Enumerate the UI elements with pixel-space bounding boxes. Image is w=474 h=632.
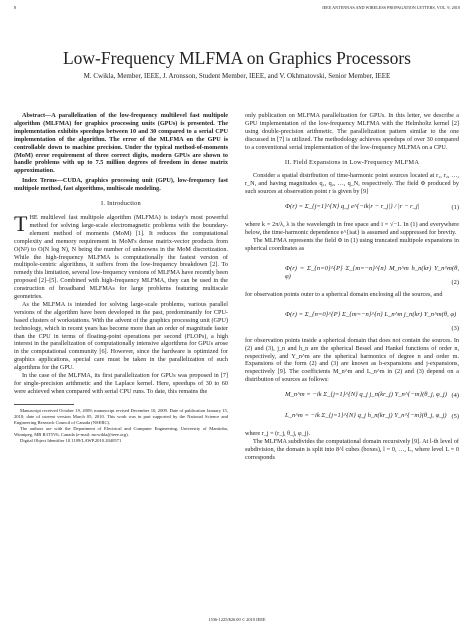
equation-1 bbox=[245, 200, 459, 217]
paragraph-outer: for observation points outer to a spherical domain enclosing all the sources, and bbox=[245, 290, 443, 298]
equation-2 bbox=[245, 257, 459, 287]
intro-paragraph-1-text: HE multilevel fast multipole algorithm (MLFMA) is today's most powerful method for solving large-scale electromagnetic problems with the boundary-element method of moments (MoM) [1]. It reduces the computational complexity and memory requirement in MoM's dense matrix-vector products from O(N²) to O(N log N), N being the number of unknowns in the MoM discretization. While the high-frequency MLFMA is computationally the fastest version of multipole-centric algorithms, it suffers from the low-frequency breakdown [2]. To remedy this limitation, several low-frequency versions of MLFMA have recently been proposed [2]–[5]. Combined with high-frequency MLFMA, they can be used in the construction of broadband MLFMAs for large problems featuring multiscale geometries. bbox=[14, 213, 228, 301]
section-heading-introduction: I. Introduction bbox=[101, 200, 141, 208]
paragraph-wavelength: where k = 2π/λ, λ is the wavelength in free space and i = √−1. In (1) and everywhere below, the time-harmonic dependence e^{iωt} is assumed and suppressed for brevity. bbox=[245, 221, 459, 237]
footnote-rule bbox=[14, 404, 74, 405]
paragraph-sources: Consider a spatial distribution of time-harmonic point sources located at r₁, r₂, …, r_N, and having magnitudes q₁, q₂, …, q_N, respectively. The field Φ produced by such sources at observation point r is given by [9] bbox=[245, 172, 459, 196]
equation-4-number: (4) bbox=[451, 392, 459, 400]
drop-cap: T bbox=[14, 210, 28, 236]
paragraph-where: where r_j = (r_j, θ_j, φ_j). bbox=[245, 430, 311, 438]
left-column bbox=[14, 112, 228, 444]
equation-2-number: (2) bbox=[451, 278, 459, 286]
page-number: 8 bbox=[14, 5, 17, 10]
equation-5 bbox=[245, 409, 459, 426]
equation-3-number: (3) bbox=[451, 324, 459, 332]
footnote-manuscript: Manuscript received October 19, 2009; manuscript revised December 10, 2009. Date of publication January 15, 2010; date of current version March 05, 2010. This work was in part supported by the National Science and Engineering Research Council of Canada (NSERC). bbox=[14, 407, 228, 425]
journal-name: IEEE ANTENNAS AND WIRELESS PROPAGATION LETTERS, VOL. 9, 2010 bbox=[322, 5, 460, 10]
equation-3-body: Φ(r) = Σ_{n=0}^{P} Σ_{m=−n}^{n} L_n^m j_n(kr) Y_n^m(θ, φ) bbox=[285, 310, 457, 318]
paragraph-continuation: only publication on MLFMA parallelization for GPUs. In this letter, we describe a GPU implementation of the low-frequency MLFMA with the Helmholtz kernel [2] using double-precision arithmetic. The parallelization pattern similar to the one discussed in [7] is utilized. The methodology achieves speedups of over 30 compared to a conventional serial implementation of the low-frequency MLFMA on a CPU. bbox=[245, 112, 459, 151]
footnote-affiliation: The authors are with the Department of Electrical and Computer Engineering, University of Manitoba, Winnipeg, MB R3T5V6, Canada (e-mail: mcwikla@ieee.org). bbox=[14, 425, 228, 437]
intro-paragraph-3: In the case of the MLFMA, its first parallelization for GPUs was proposed in [7] for single-precision arithmetic and the Laplace kernel. Here, speedups of 30 to 60 were achieved when compared with serial CPU runs. To date, this remains the bbox=[14, 372, 228, 395]
paragraph-multipole: The MLFMA represents the field Φ in (1) using truncated multipole expansions in spherical coordinates as bbox=[245, 236, 459, 252]
equation-2-body: Φ(r) = Σ_{n=0}^{P} Σ_{m=−n}^{n} M_n^m h_n(kr) Y_n^m(θ, φ) bbox=[285, 264, 459, 280]
equation-4-body: M_n^m = −ik Σ_{j=1}^{N} q_j j_n(kr_j) Y_n^{−m}(θ_j, φ_j) bbox=[285, 391, 447, 399]
index-terms: Index Terms—CUDA, graphics processing unit (GPU), low-frequency fast multipole method, fast algorithms, multiscale modeling. bbox=[14, 177, 228, 193]
paragraph-subdivision: The MLFMA subdivides the computational domain recursively [9]. At l-th level of subdivision, the domain is split into 8^l cubes (boxes), l = 0, …, L, where level L = 0 corresponds bbox=[245, 438, 459, 461]
right-column bbox=[245, 112, 459, 462]
equation-1-number: (1) bbox=[451, 204, 459, 212]
paper-title: Low-Frequency MLFMA on Graphics Processors bbox=[62, 48, 411, 68]
equation-5-body: L_n^m = −ik Σ_{j=1}^{N} q_j h_n(kr_j) Y_n^{−m}(θ_j, φ_j) bbox=[285, 412, 447, 420]
footnote-doi: Digital Object Identifier 10.1109/LAWP.2010.2040571 bbox=[20, 437, 122, 443]
copyright-footer: 1536-1225/$26.00 © 2010 IEEE bbox=[208, 617, 266, 622]
intro-paragraph-1 bbox=[14, 210, 228, 301]
abstract: Abstract—A parallelization of the low-frequency multilevel fast multipole algorithm (MLFMA) for graphics processing units (GPUs) is presented. The implementation exhibits speedups between 10 and 30 compared to a serial CPU implementation of the algorithm. The error of the MLFMA on the GPU is controllable down to machine precision. Under the typical method-of-moments (MoM) error requirement of three correct digits, modern GPUs are shown to handle problems with up to 7.5 million degrees of freedom in dense matrix approximation. bbox=[14, 112, 228, 175]
equation-1-body: Φ(r) = Σ_{j=1}^{N} q_j e^{−ik|r − r_j|} / |r − r_j| bbox=[285, 203, 420, 211]
equation-3 bbox=[245, 303, 459, 333]
section-heading-field-expansions: II. Field Expansions in Low-Frequency MLFMA bbox=[284, 158, 420, 166]
paragraph-inner: for observation points inside a spherical domain that does not contain the sources. In (2) and (3), j_n and h_n are the spherical Bessel and Hankel functions of order n, respectively, and Y_n^m are the spherical harmonics of degree n and order m. Expansions of the form (2) and (3) are known as h-expansions and j-expansions, respectively [9]. The coefficients M_n^m and L_n^m in (2) and (3) depend on a distribution of sources as follows: bbox=[245, 336, 459, 384]
author-list: M. Cwikla, Member, IEEE, J. Aronsson, Student Member, IEEE, and V. Okhmatovski, Senior Member, IEEE bbox=[83, 72, 391, 80]
equation-5-number: (5) bbox=[451, 413, 459, 421]
equation-4 bbox=[245, 388, 459, 405]
intro-paragraph-2: As the MLFMA is intended for solving large-scale problems, various parallel versions of the algorithm have been developed in the past, predominantly for CPU-based clusters of workstations. With the advent of the graphics processing unit (GPU) technology, which in recent years has become more than an order of magnitude faster than the CPU in terms of floating-point operations per second (FLOPs), a high interest in the parallelization of computationally intensive algorithms for GPUs arose in the computational community [6]. However, since the hardware is optimized for graphics applications, special care must be taken in the parallelization of such algorithms for the GPU. bbox=[14, 300, 228, 372]
